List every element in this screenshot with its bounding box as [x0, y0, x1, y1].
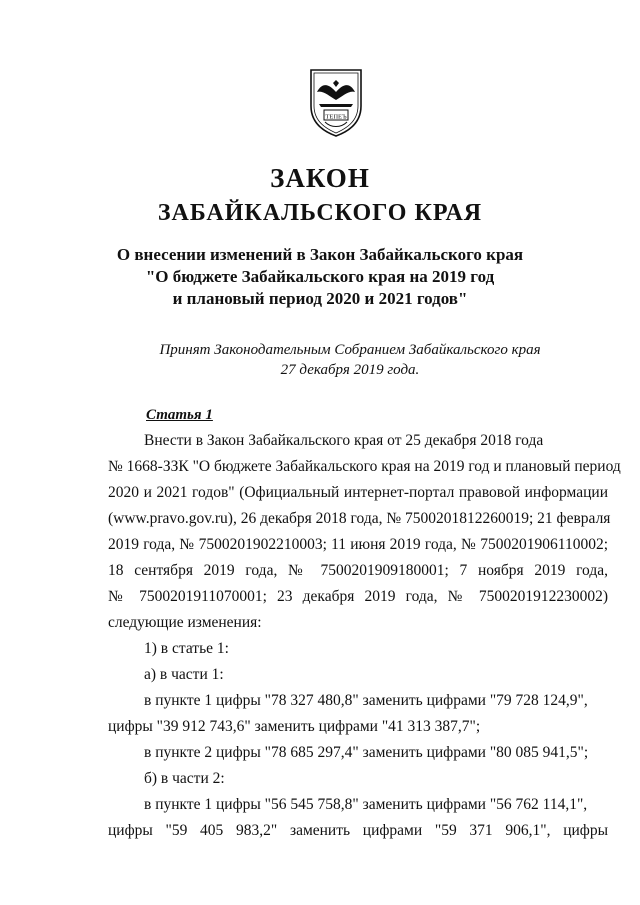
body-line: (www.pravo.gov.ru), 26 декабря 2018 года, № 7500201812260019; 21 февраля	[108, 510, 611, 527]
law-title: ЗАКОН	[270, 163, 370, 193]
body-line: цифры "39 912 743,6" заменить цифрами "41 313 387,7";	[108, 718, 481, 735]
body-line: № 1668-ЗЗК "О бюджете Забайкальского края на 2019 год и плановый период	[108, 458, 621, 475]
adoption-note	[0, 340, 640, 380]
body-line: Внести в Закон Забайкальского края от 25 декабря 2018 года	[144, 432, 544, 449]
adoption-line: Принят Законодательным Собранием Забайкальского края	[159, 342, 541, 358]
emblem-label: ТЕПЕЪ	[325, 113, 347, 121]
body-line: цифры "59 405 983,2" заменить цифрами "59 371 906,1", цифры	[108, 822, 608, 839]
body-line: в пункте 2 цифры "78 685 297,4" заменить цифрами "80 085 941,5";	[144, 744, 589, 761]
article-title: Статья 1	[146, 407, 213, 423]
law-region: ЗАБАЙКАЛЬСКОГО КРАЯ	[157, 200, 483, 226]
body-line: 2019 года, № 7500201902210003; 11 июня 2019 года, № 7500201906110002;	[108, 536, 608, 553]
body-line: 2020 и 2021 годов" (Официальный интернет-портал правовой информации	[108, 484, 608, 501]
body-line: 1) в статье 1:	[144, 640, 229, 657]
body-line: б) в части 2:	[144, 770, 225, 787]
body-line: в пункте 1 цифры "78 327 480,8" заменить цифрами "79 728 124,9",	[144, 692, 588, 709]
body-line: следующие изменения:	[108, 614, 262, 631]
body-line: № 7500201911070001; 23 декабря 2019 года, № 7500201912230002)	[108, 588, 608, 605]
body-line: в пункте 1 цифры "56 545 758,8" заменить цифрами "56 762 114,1",	[144, 796, 588, 813]
law-subtitle	[0, 244, 640, 310]
adoption-date: 27 декабря 2019 года.	[280, 362, 420, 378]
subtitle-line: и плановый период 2020 и 2021 годов"	[172, 289, 468, 308]
subtitle-line: О внесении изменений в Закон Забайкальского края	[116, 245, 524, 264]
coat-of-arms-eagle-icon	[305, 66, 367, 138]
body-line: а) в части 1:	[144, 666, 224, 683]
subtitle-line: "О бюджете Забайкальского края на 2019 год	[145, 267, 495, 286]
body-line: 18 сентября 2019 года, № 7500201909180001; 7 ноября 2019 года,	[108, 562, 608, 579]
